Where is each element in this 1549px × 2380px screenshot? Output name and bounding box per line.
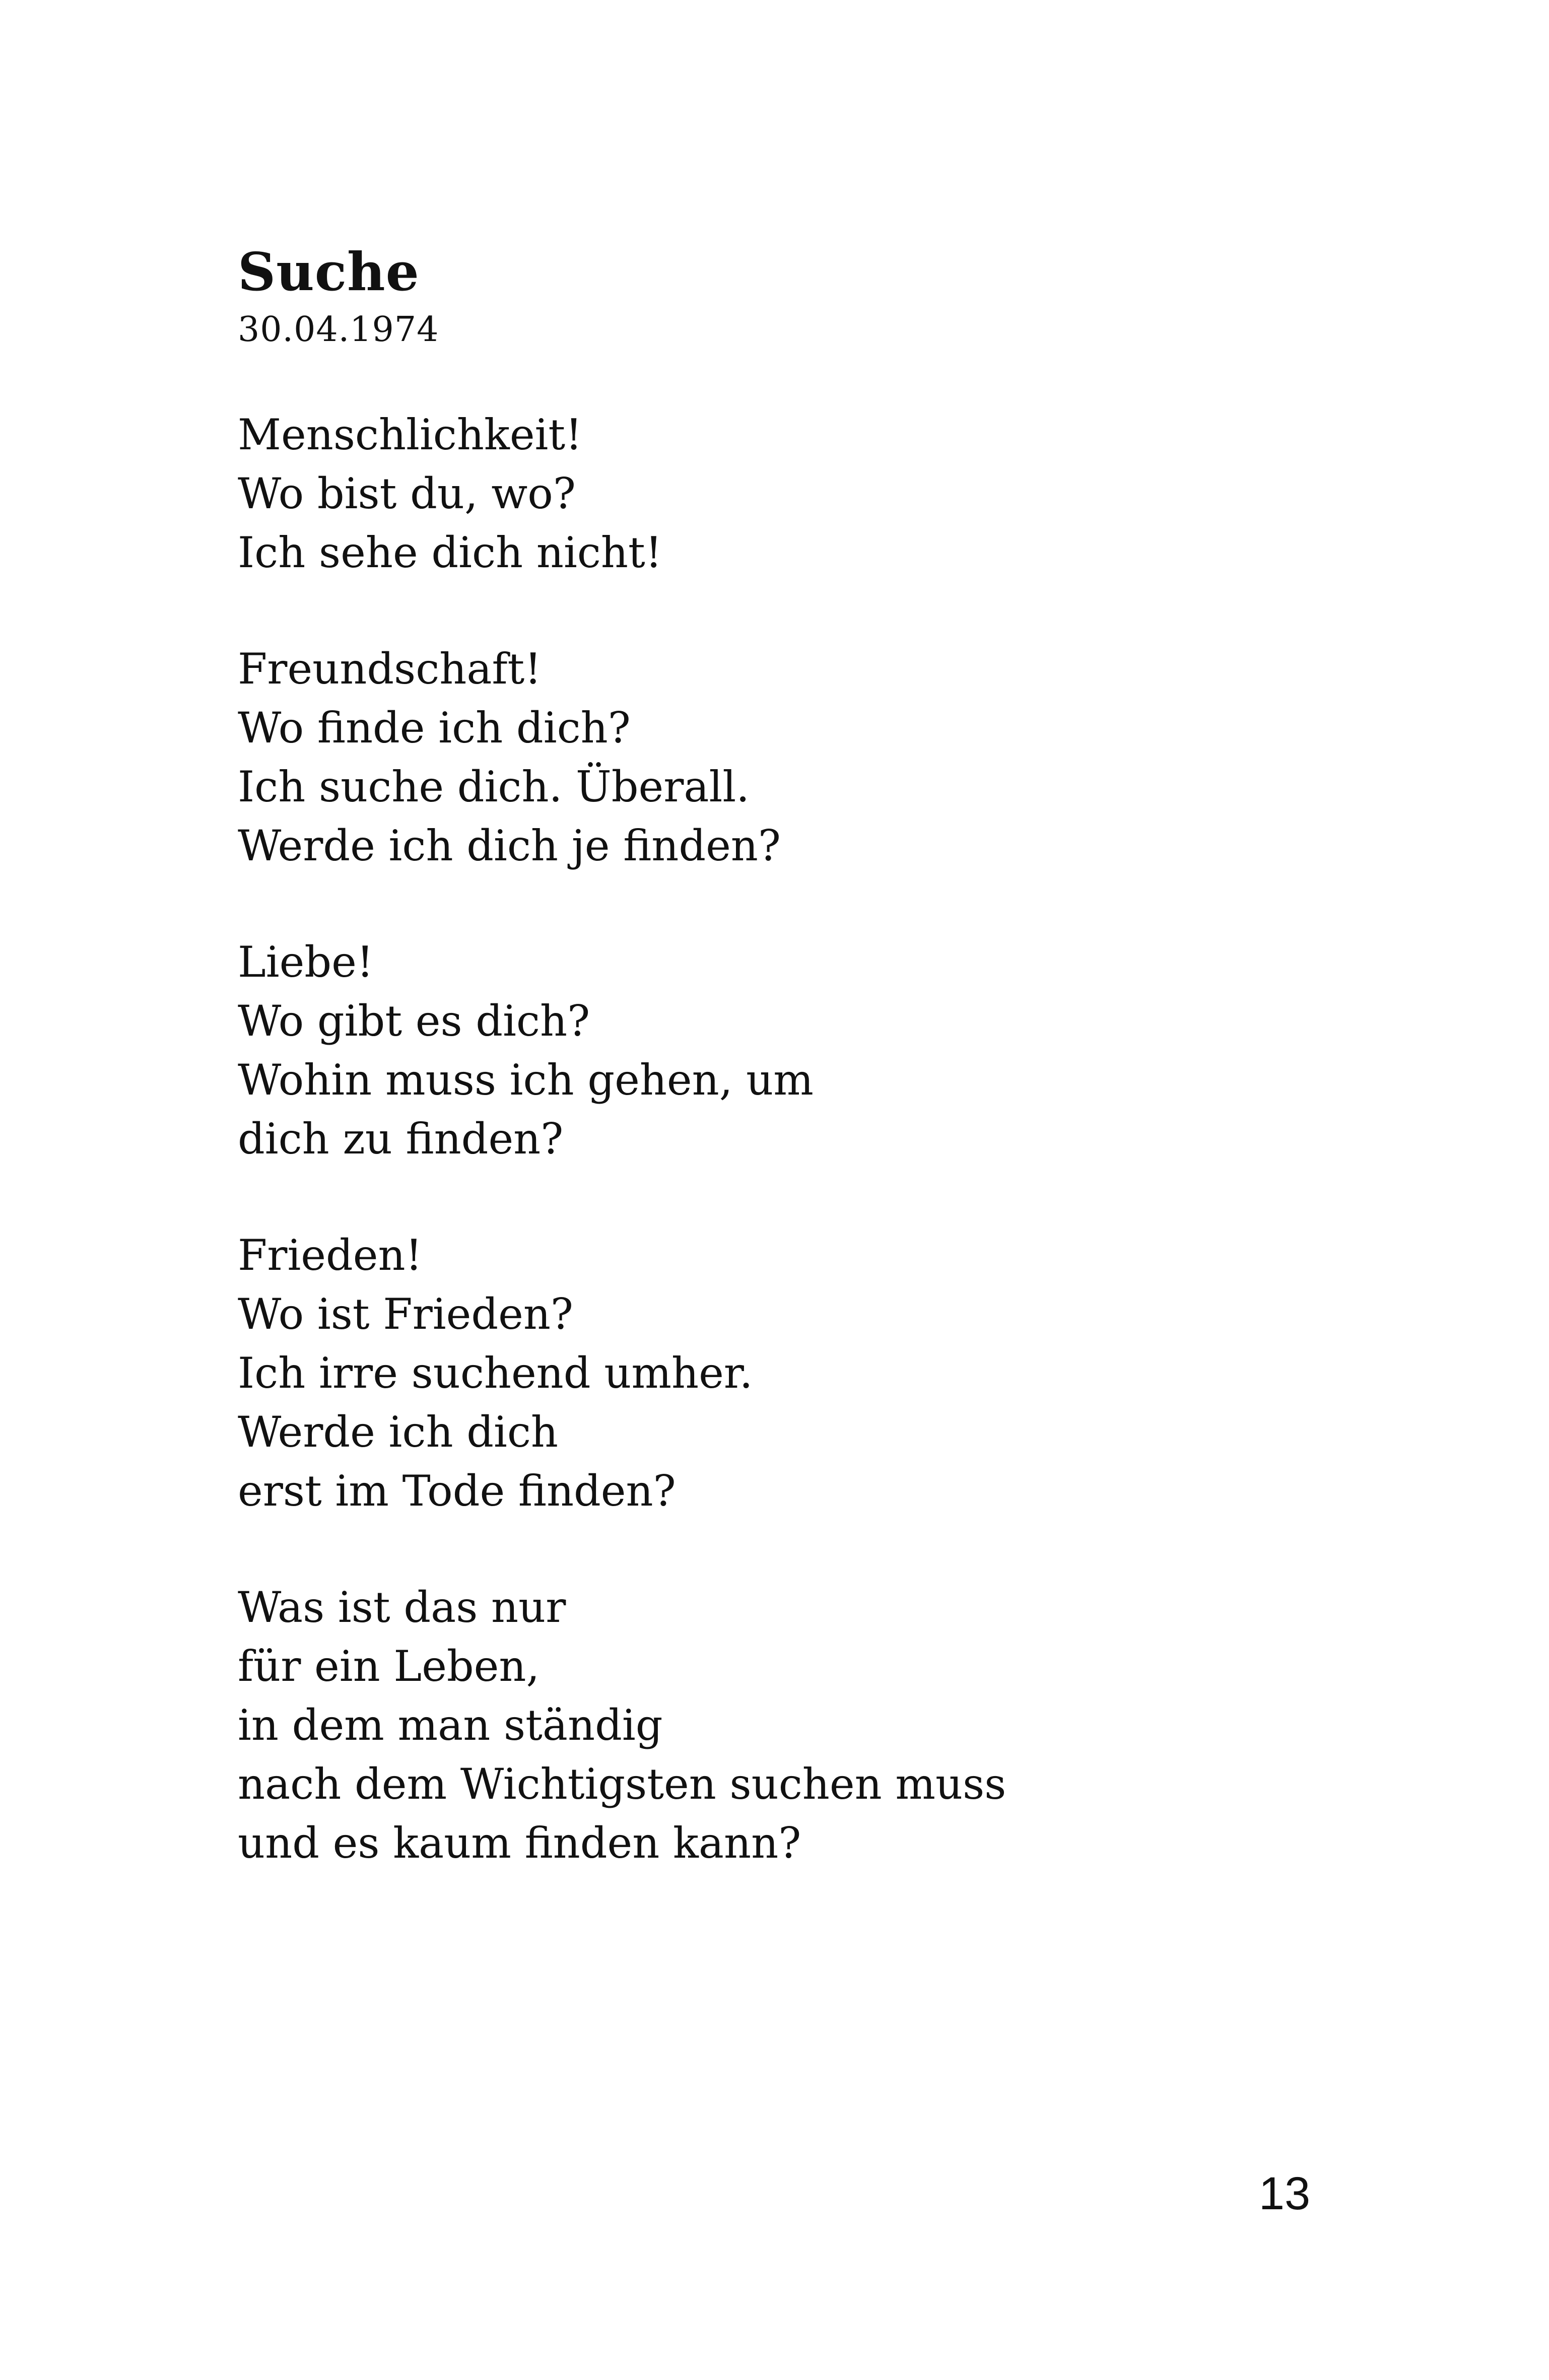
poem-line: Ich irre suchend umher. <box>238 1348 753 1398</box>
poem-line: Wohin muss ich gehen, um <box>238 1055 814 1105</box>
poem-line: Ich sehe dich nicht! <box>238 528 662 577</box>
poem-line: in dem man ständig <box>238 1701 663 1750</box>
stanza <box>238 640 1396 875</box>
poem-line: Freundschaft! <box>238 644 542 694</box>
poem-line: Werde ich dich je finden? <box>238 821 781 870</box>
poem-line: und es kaum finden kann? <box>238 1818 801 1868</box>
poem-line: Wo bist du, wo? <box>238 469 576 518</box>
poem-line: nach dem Wichtigsten suchen muss <box>238 1759 1006 1809</box>
poem-line: erst im Tode finden? <box>238 1466 676 1516</box>
poem-line: Frieden! <box>238 1231 423 1280</box>
poem-title: Suche <box>238 241 420 303</box>
poem-line: Wo gibt es dich? <box>238 996 590 1046</box>
poem-line: Menschlichkeit! <box>238 410 582 459</box>
poem-line: Wo finde ich dich? <box>238 703 631 753</box>
poem-date: 30.04.1974 <box>238 310 439 350</box>
poem <box>238 239 1396 1873</box>
poem-line: Werde ich dich <box>238 1407 559 1457</box>
page-number: 13 <box>1258 2168 1311 2219</box>
poem-line: für ein Leben, <box>238 1642 540 1691</box>
stanza <box>238 1226 1396 1521</box>
poem-line: Wo ist Frieden? <box>238 1289 573 1339</box>
stanza <box>238 1578 1396 1873</box>
poem-line: Liebe! <box>238 937 374 987</box>
stanza <box>238 405 1396 582</box>
poem-line: Was ist das nur <box>238 1583 566 1632</box>
poem-line: dich zu finden? <box>238 1114 564 1164</box>
poem-line: Ich suche dich. Überall. <box>238 762 750 811</box>
stanza <box>238 933 1396 1169</box>
